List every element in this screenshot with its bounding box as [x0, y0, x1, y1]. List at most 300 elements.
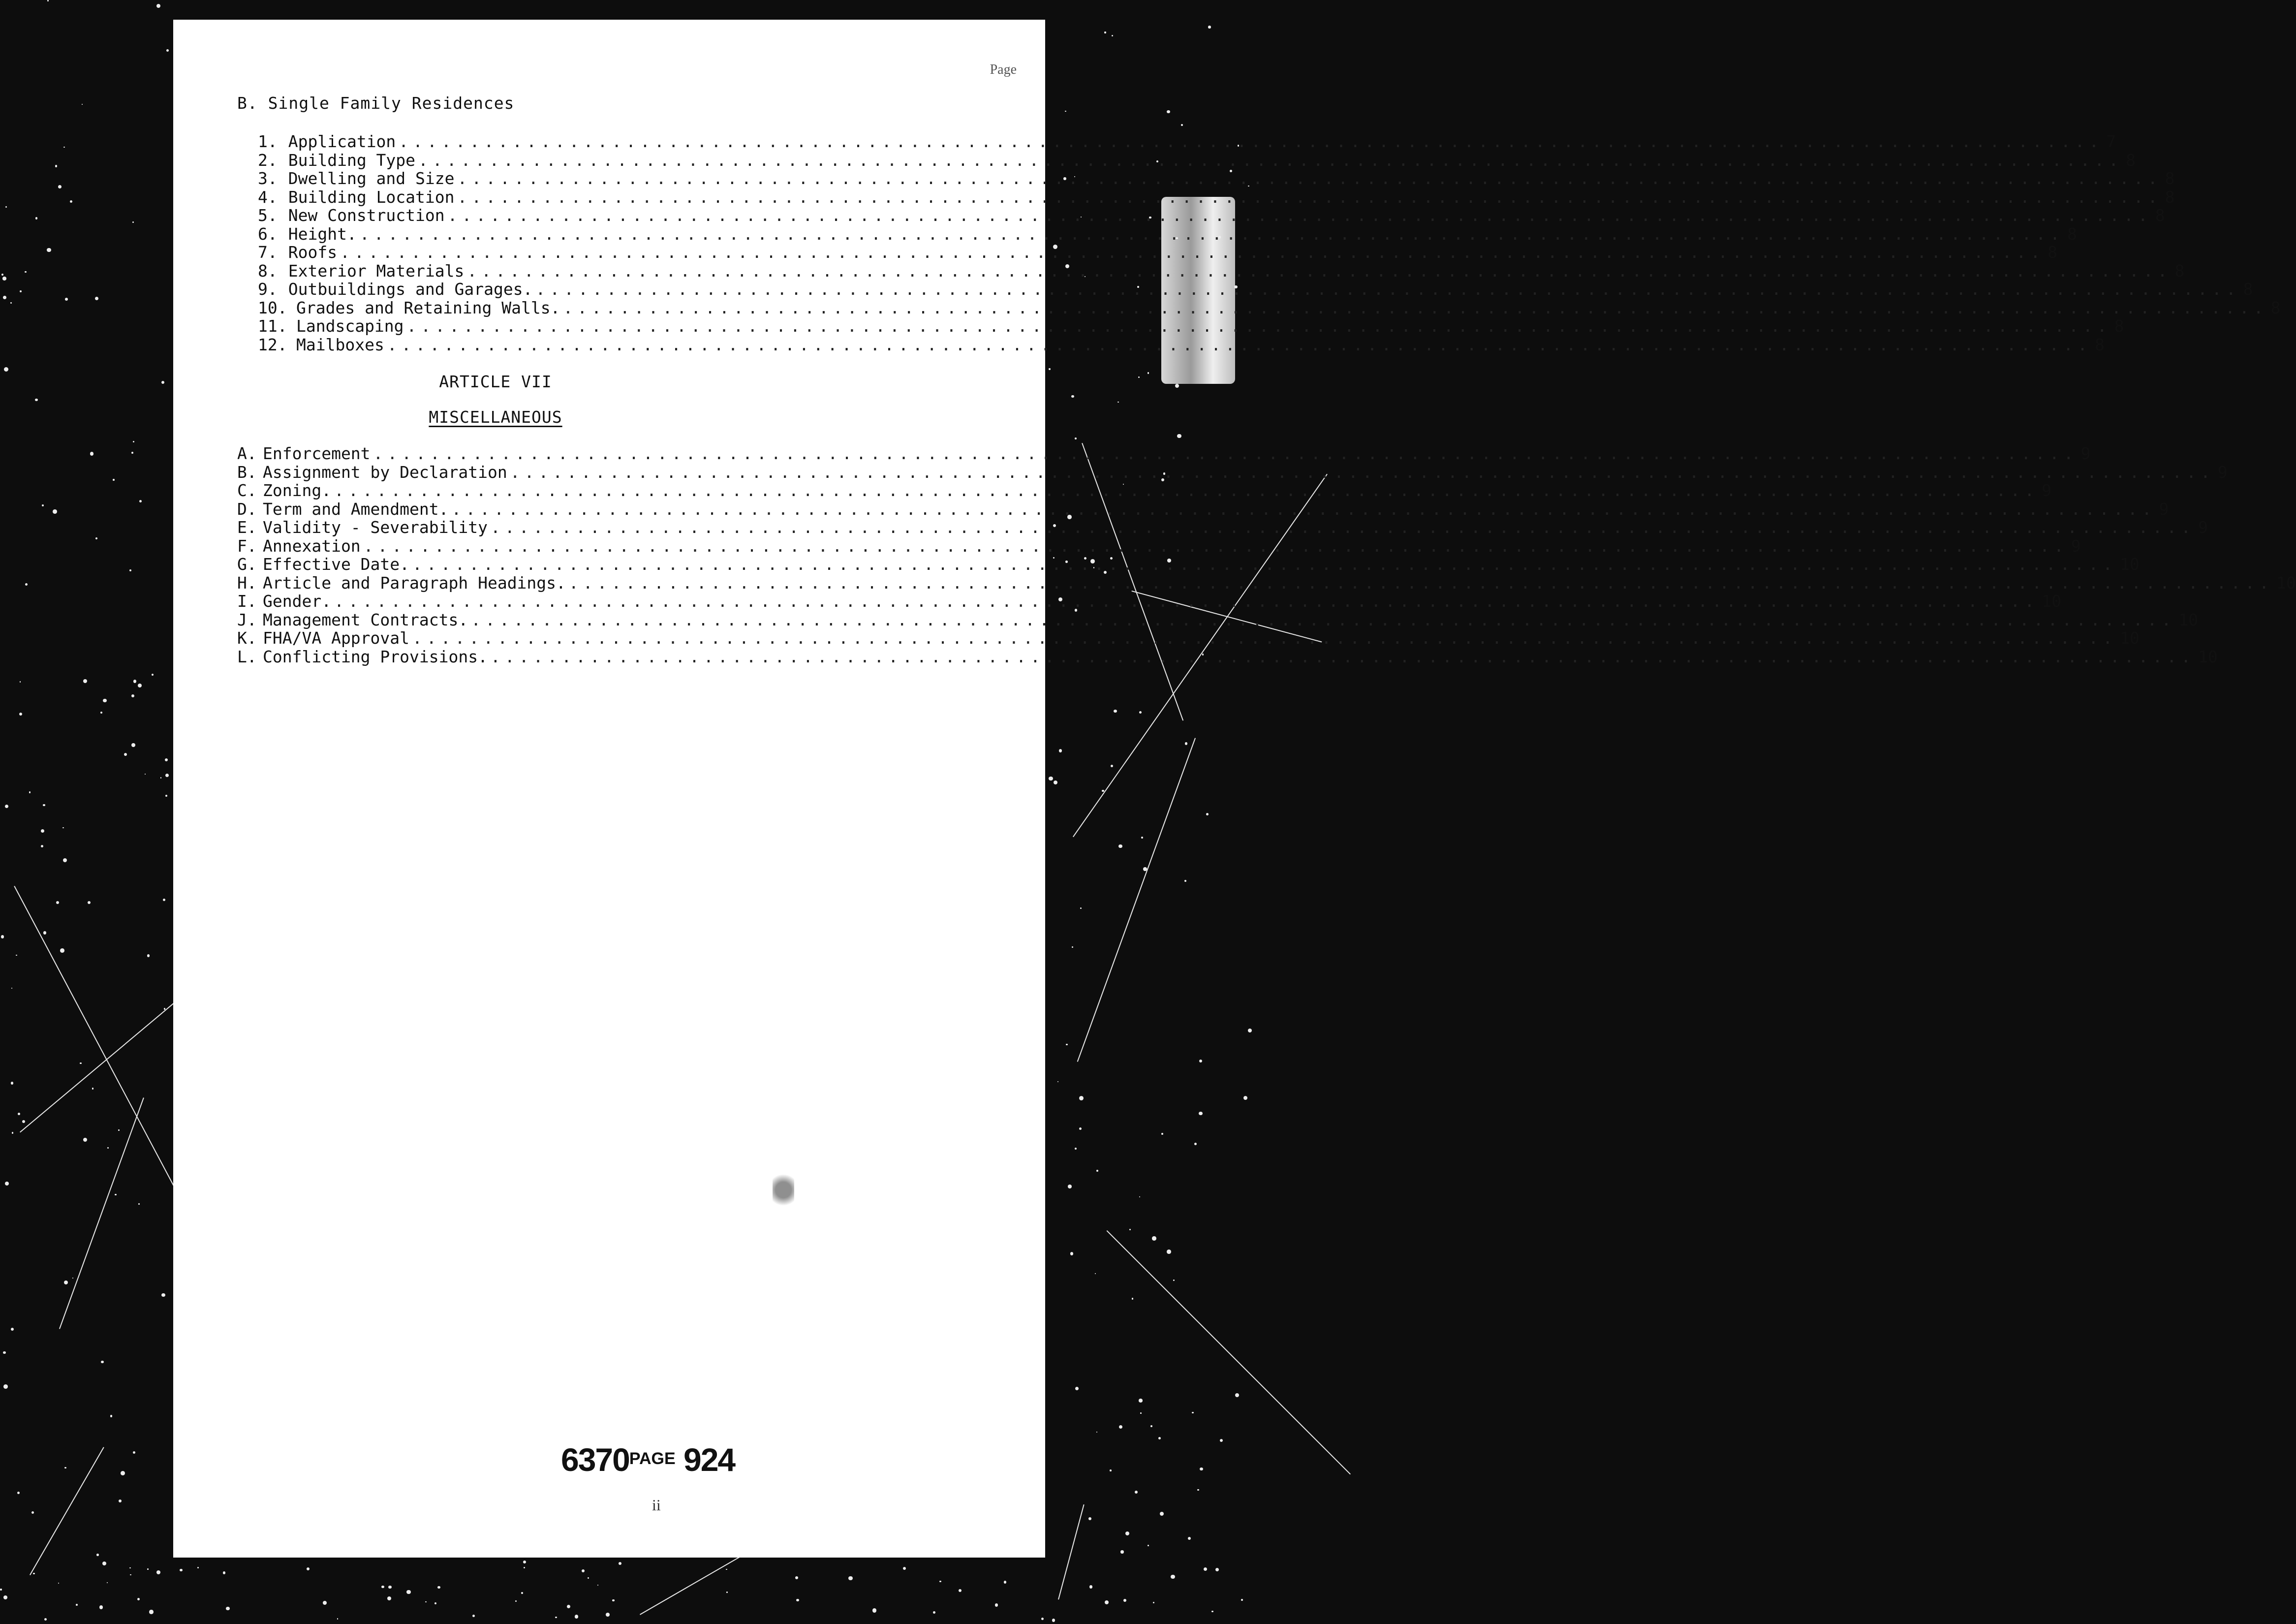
scan-speck [165, 795, 168, 797]
toc-item-title: Roofs [288, 243, 338, 262]
scan-speck [1241, 1599, 1243, 1601]
scan-speck [472, 1615, 475, 1618]
scan-speck [113, 479, 115, 481]
scan-speck [63, 147, 65, 148]
toc-item-page: 8 [2126, 150, 2136, 170]
toc-row [258, 224, 2077, 244]
scan-speck [132, 221, 134, 223]
scan-speck [58, 1583, 59, 1584]
toc-item-page: 9 [2198, 518, 2208, 537]
dot-leader: ........................................................................................................................ [490, 647, 2196, 666]
scan-speck [1072, 946, 1073, 948]
scan-speck [1049, 777, 1053, 781]
dot-leader: ........................................................................................................................ [467, 261, 2172, 281]
scan-speck [72, 1278, 73, 1279]
scan-speck [1117, 402, 1119, 403]
stamp-page-number: 924 [683, 1441, 735, 1478]
toc-item-page: 10 [2120, 555, 2140, 574]
scan-speck [83, 1138, 87, 1142]
scan-speck [88, 901, 91, 905]
scan-speck [406, 1590, 410, 1594]
scan-speck [1248, 1029, 1252, 1032]
toc-item-number: K. [237, 628, 257, 648]
scan-speck [76, 1604, 78, 1606]
scan-speck [588, 1577, 589, 1579]
dot-leader: ........................................................................................................................ [373, 444, 2078, 463]
scan-speck [1148, 1545, 1149, 1546]
scan-speck [10, 302, 12, 304]
toc-item-title: New Construction [288, 206, 445, 225]
scan-speck [726, 1592, 728, 1593]
scan-speck [1, 935, 4, 938]
scan-speck [65, 298, 68, 301]
scan-speck [1004, 1581, 1006, 1583]
dot-leader: ........................................................................................................................ [334, 481, 2039, 500]
scan-speck [11, 1328, 14, 1331]
scan-speck [133, 1451, 135, 1454]
toc-item-number: 12. [258, 335, 287, 354]
scan-speck [161, 1293, 165, 1297]
scan-speck [47, 0, 48, 1]
scan-speck [933, 1611, 935, 1614]
scan-speck [515, 1600, 517, 1602]
scan-speck [1197, 1489, 1199, 1491]
scan-speck [1158, 1437, 1161, 1439]
toc-item-number: I. [237, 592, 257, 611]
scan-speck [555, 1617, 557, 1618]
scan-speck [83, 679, 87, 683]
scan-speck [107, 1147, 109, 1149]
scan-speck [1185, 742, 1187, 745]
scan-speck [137, 1598, 140, 1600]
scan-speck [1123, 1599, 1126, 1602]
scan-speck [1065, 111, 1066, 112]
toc-item-page: 8 [2165, 169, 2175, 188]
toc-item-number: 10. [258, 298, 287, 317]
scan-speck [139, 500, 142, 502]
scan-speck [180, 1569, 183, 1572]
scan-speck [152, 674, 154, 676]
toc-item-number: B. [237, 462, 257, 482]
book-page-stamp [561, 1441, 735, 1478]
scan-speck [1167, 110, 1170, 113]
scan-speck [138, 1203, 140, 1205]
dot-leader: ........................................................................................................................ [418, 150, 2123, 170]
scan-speck [1148, 372, 1149, 374]
scan-speck [872, 1608, 877, 1613]
toc-item-page: 8 [2114, 316, 2124, 336]
scan-speck [160, 777, 161, 778]
scan-speck [612, 1599, 615, 1602]
scan-speck [90, 452, 94, 456]
scan-speck [163, 899, 165, 901]
scan-speck [107, 1582, 108, 1583]
scan-speck [795, 1576, 798, 1579]
toc-row [237, 610, 2199, 629]
dot-leader: ........................................................................................................................ [451, 499, 2156, 519]
dot-leader: ........................................................................................................................ [510, 462, 2215, 482]
scan-speck [995, 1603, 998, 1606]
scan-speck [521, 1592, 523, 1594]
dot-leader: ........................................................................................................................ [359, 224, 2064, 244]
toc-item-title: Zoning. [263, 481, 332, 500]
scan-speck [1200, 1468, 1203, 1471]
scan-speck [523, 1561, 526, 1563]
scan-speck [606, 1613, 610, 1617]
toc-item-number: 1. [258, 132, 278, 151]
toc-item-title: Management Contracts. [263, 610, 468, 629]
scan-speck [92, 1088, 93, 1089]
dot-leader: ........................................................................................................................ [471, 610, 2176, 629]
toc-item-page: 9 [2071, 536, 2081, 556]
scan-speck [130, 1574, 131, 1576]
dot-leader: ........................................................................................................................ [568, 573, 2274, 593]
scan-speck [82, 104, 83, 105]
scan-speck [43, 931, 46, 934]
dot-leader: ........................................................................................................................ [340, 243, 2045, 262]
scan-speck [33, 1573, 35, 1575]
scan-speck [1181, 124, 1183, 126]
toc-item-page: 10 [2276, 573, 2296, 593]
toc-item-title: Exterior Materials [288, 261, 465, 281]
toc-item-title: Gender. [263, 592, 332, 611]
scan-speck [99, 1605, 103, 1609]
toc-row [258, 280, 2253, 299]
scan-speck [121, 1471, 125, 1475]
toc-item-page: 8 [2094, 335, 2105, 354]
toc-item-number: L. [237, 647, 257, 666]
scan-speck [307, 1567, 310, 1570]
scan-speck [1173, 1280, 1175, 1281]
scan-speck [118, 1129, 119, 1130]
toc-item-page: 9 [2217, 462, 2228, 482]
toc-item-page: 8 [2048, 243, 2058, 262]
scan-speck [1041, 1618, 1044, 1620]
scan-speck [903, 1567, 906, 1570]
toc-item-number: 8. [258, 261, 278, 281]
scan-speck [1119, 1425, 1122, 1429]
toc-item-number: 4. [258, 187, 278, 207]
scan-speck [25, 583, 28, 586]
toc-item-page: 8 [2174, 261, 2185, 281]
scan-speck [41, 845, 43, 847]
dot-leader: ........................................................................................................................ [563, 298, 2268, 317]
scan-speck [11, 988, 13, 989]
scan-speck [131, 743, 135, 747]
scan-speck [1129, 1229, 1131, 1231]
scan-speck [53, 509, 57, 514]
scan-speck [1, 274, 3, 276]
dot-leader: ........................................................................................................................ [387, 335, 2092, 354]
toc-item-title: Dwelling and Size [288, 169, 455, 188]
scan-speck [3, 1351, 5, 1354]
dot-leader: ........................................................................................................................ [406, 316, 2111, 336]
scan-speck [1204, 1567, 1207, 1571]
scan-speck [31, 1511, 34, 1514]
scan-speck [337, 1618, 338, 1619]
scan-speck [18, 1113, 20, 1115]
toc-item-page: 8 [2270, 298, 2281, 317]
dot-leader: ........................................................................................................................ [447, 206, 2152, 225]
dot-leader: ........................................................................................................................ [334, 592, 2039, 611]
toc-row [237, 444, 2091, 463]
scan-speck [17, 1492, 20, 1494]
toc-item-title: Landscaping [296, 316, 404, 336]
scan-speck [1235, 1393, 1239, 1397]
scan-speck [1120, 1550, 1123, 1553]
toc-item-page: 9 [2159, 499, 2169, 519]
toc-row [258, 150, 2136, 170]
scan-speck [138, 684, 142, 687]
toc-item-page: 10 [2198, 647, 2218, 666]
scan-speck [939, 1581, 941, 1583]
scan-speck [1075, 1148, 1077, 1150]
scan-speck [166, 49, 169, 52]
scan-speck [5, 805, 8, 808]
scan-speck [156, 4, 161, 8]
scan-speck [96, 1554, 99, 1556]
scan-speck [29, 791, 31, 793]
toc-row [258, 298, 2281, 317]
scan-speck [110, 1415, 112, 1417]
toc-item-number: 6. [258, 224, 278, 244]
scan-speck [1111, 765, 1113, 767]
scan-speck [597, 1585, 598, 1586]
page-footer-number: ii [652, 1496, 661, 1514]
scan-speck [64, 1280, 68, 1284]
scan-speck [0, 1589, 2, 1591]
toc-row [258, 132, 2116, 151]
scan-speck [1080, 907, 1082, 909]
scan-speck [1079, 1127, 1082, 1130]
dot-leader: ........................................................................................................................ [412, 555, 2117, 574]
toc-item-number: F. [237, 536, 257, 556]
scan-speck [1075, 1387, 1079, 1390]
scan-speck [524, 1567, 525, 1568]
scan-speck [11, 1082, 13, 1084]
scan-speck [1211, 1611, 1213, 1612]
scan-speck [959, 1589, 962, 1592]
scan-scratch [1058, 1504, 1085, 1600]
scan-speck [1088, 1517, 1091, 1520]
scan-speck [1105, 1600, 1109, 1604]
toc-item-number: 2. [258, 150, 278, 170]
toc-item-title: Effective Date. [263, 555, 410, 574]
scan-speck [1152, 1236, 1156, 1240]
page-column-label: Page [990, 62, 1017, 77]
scan-speck [1177, 434, 1181, 438]
scan-speck [1206, 813, 1209, 815]
scan-speck [1199, 1112, 1202, 1115]
scan-speck [161, 381, 164, 384]
scan-speck [20, 290, 22, 292]
scan-speck [115, 1194, 117, 1196]
scan-speck [149, 1610, 153, 1614]
scan-speck [1138, 376, 1140, 378]
toc-row [258, 335, 2105, 354]
scan-speck [25, 271, 27, 273]
toc-row [258, 187, 2175, 207]
scan-speck [1135, 1491, 1138, 1494]
ink-blot [773, 1170, 794, 1210]
scan-speck [1199, 1060, 1203, 1063]
scan-speck [1220, 1439, 1223, 1442]
toc-row [237, 555, 2140, 574]
toc-item-page: 8 [2165, 187, 2175, 207]
toc-item-number: H. [237, 573, 257, 593]
scan-speck [70, 200, 72, 203]
scan-speck [1150, 1425, 1152, 1427]
toc-item-number: 9. [258, 280, 278, 299]
scan-speck [1160, 1512, 1164, 1516]
toc-item-number: D. [237, 499, 257, 519]
scan-speck [1068, 1185, 1072, 1188]
scan-speck [1054, 781, 1057, 784]
scan-speck [1070, 1252, 1074, 1255]
toc-row [258, 316, 2124, 336]
toc-item-number: G. [237, 555, 257, 574]
scan-speck [43, 804, 45, 806]
scan-speck [20, 681, 21, 683]
toc-item-page: 8 [2155, 206, 2165, 225]
scan-speck [2, 277, 6, 280]
document-page [173, 20, 2296, 1558]
scan-speck [381, 1586, 384, 1588]
scan-scratch [640, 1550, 751, 1615]
toc-item-title: Building Location [288, 187, 455, 207]
toc-item-title: Grades and Retaining Walls. [296, 298, 560, 317]
scan-speck [22, 1120, 25, 1123]
toc-row [237, 647, 2218, 666]
toc-item-title: Term and Amendment. [263, 499, 449, 519]
toc-row [258, 169, 2175, 188]
scan-speck [165, 758, 168, 762]
scan-speck [124, 753, 127, 756]
toc-row [258, 243, 2058, 262]
scan-speck [5, 206, 7, 208]
scan-speck [1184, 880, 1186, 882]
scan-speck [119, 1499, 122, 1502]
toc-item-page: 8 [2067, 224, 2077, 244]
toc-item-title: Assignment by Declaration [263, 462, 507, 482]
scan-speck [103, 699, 106, 702]
scan-speck [19, 713, 22, 716]
dot-leader: ........................................................................................................................ [535, 280, 2240, 299]
scan-speck [1153, 1602, 1154, 1603]
scan-speck [1188, 1537, 1191, 1540]
scan-scratch [1077, 738, 1196, 1062]
dot-leader: ........................................................................................................................ [457, 169, 2162, 188]
scan-speck [131, 694, 134, 697]
scan-speck [1066, 1044, 1067, 1045]
toc-item-number: A. [237, 444, 257, 463]
toc-item-title: Application [288, 132, 396, 151]
scan-speck [129, 1567, 131, 1569]
toc-item-title: Article and Paragraph Headings. [263, 573, 566, 593]
toc-row [237, 536, 2081, 556]
scan-speck [388, 1586, 392, 1589]
toc-item-number: 11. [258, 316, 287, 336]
toc-item-page: 10 [2120, 628, 2140, 648]
scan-speck [197, 1567, 199, 1568]
scan-speck [1095, 1273, 1096, 1274]
scan-speck [95, 537, 97, 539]
toc-row [258, 206, 2165, 225]
scan-speck [5, 1182, 9, 1186]
scan-speck [1052, 1619, 1055, 1622]
dot-leader: ........................................................................................................................ [399, 132, 2104, 151]
scan-speck [1167, 1249, 1171, 1254]
toc-item-title: Building Type [288, 150, 416, 170]
scan-speck [1132, 1298, 1133, 1299]
toc-item-page: 8 [2243, 280, 2253, 299]
scan-speck [1140, 1412, 1142, 1414]
scan-speck [1208, 26, 1210, 28]
scan-speck [1192, 1412, 1193, 1413]
toc-item-page: 7 [2106, 132, 2116, 151]
scan-scratch [1107, 1230, 1351, 1474]
scan-speck [12, 1132, 13, 1133]
scan-speck [64, 1467, 66, 1469]
toc-item-title: FHA/VA Approval [263, 628, 410, 648]
scan-speck [567, 1605, 570, 1608]
scan-scratch [59, 1097, 144, 1329]
stamp-page-word: PAGE [629, 1449, 676, 1468]
dot-leader: ........................................................................................................................ [363, 536, 2068, 556]
scan-speck [1075, 437, 1077, 439]
scan-speck [1089, 1585, 1093, 1589]
scan-speck [102, 1562, 106, 1565]
scan-scratch [14, 886, 176, 1190]
toc-item-number: J. [237, 610, 257, 629]
toc-row [237, 628, 2140, 648]
scan-speck [1110, 1469, 1112, 1471]
scan-speck [1215, 1568, 1219, 1571]
toc-item-number: 5. [258, 206, 278, 225]
toc-row [237, 499, 2169, 519]
toc-row [258, 261, 2185, 281]
scan-speck [1139, 711, 1142, 714]
toc-item-title: Height. [288, 224, 357, 244]
scan-speck [147, 954, 150, 957]
scan-speck [425, 1601, 426, 1602]
scan-speck [796, 1599, 799, 1602]
article-name: MISCELLANEOUS [429, 407, 562, 427]
scan-speck [165, 774, 169, 777]
scan-speck [1059, 749, 1062, 752]
toc-item-page: 10 [2178, 610, 2199, 629]
toc-item-title: Annexation [263, 536, 361, 556]
scan-speck [387, 1596, 391, 1600]
scan-speck [147, 1568, 149, 1570]
toc-row [237, 481, 2052, 500]
toc-row [237, 462, 2228, 482]
scan-speck [44, 1618, 47, 1621]
scan-speck [100, 712, 102, 714]
toc-item-number: 7. [258, 243, 278, 262]
scan-speck [47, 248, 51, 252]
scan-speck [35, 217, 38, 219]
scan-speck [3, 296, 6, 299]
scan-speck [1096, 1170, 1098, 1172]
scan-speck [60, 948, 64, 953]
scan-speck [323, 1601, 327, 1605]
scan-speck [1125, 1531, 1129, 1535]
dot-leader: ........................................................................................................................ [490, 518, 2196, 537]
scan-speck [133, 441, 134, 442]
scan-speck [226, 1607, 229, 1610]
scan-speck [437, 1586, 440, 1589]
